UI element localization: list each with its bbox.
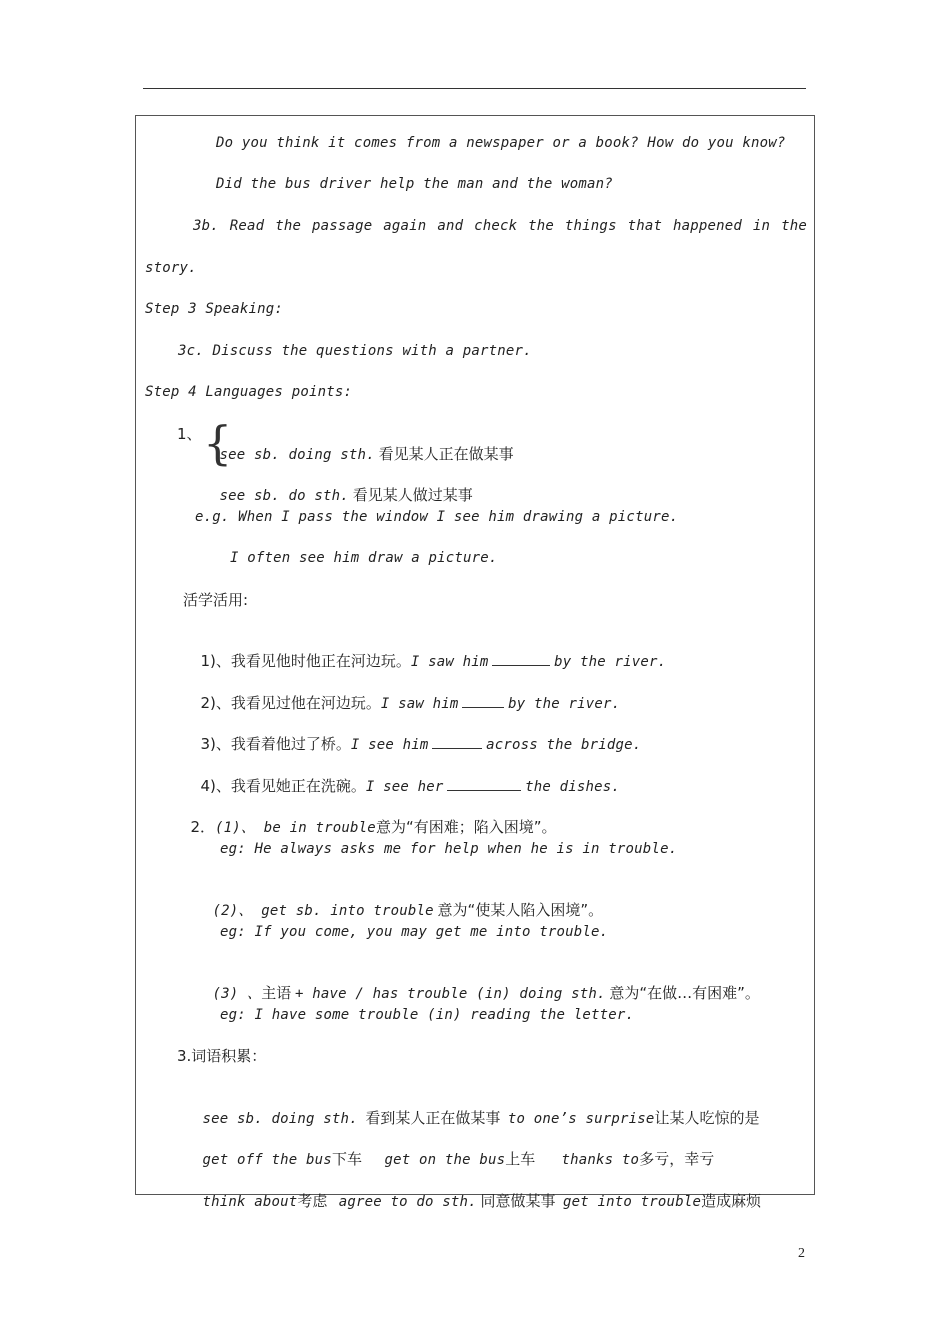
vocab-row-2: get off the bus下车 get on the bus上车 thanks to多亏，幸亏 <box>202 1150 715 1168</box>
point-1a: see sb. doing sth. 看见某人正在做某事 <box>219 445 514 463</box>
blank-2[interactable] <box>462 693 504 708</box>
point-2-3: (3) 、主语 + have / has trouble (in) doing sth. 意为“在做…有困难”。 <box>212 984 760 1002</box>
practice-title: 活学活用: <box>183 591 249 609</box>
point-1-number: 1、 <box>177 425 202 443</box>
blank-1[interactable] <box>492 651 550 666</box>
example-1: e.g. When I pass the window I see him drawing a picture. <box>195 509 679 525</box>
point-2-3-example: eg: I have some trouble (in) reading the letter. <box>220 1007 635 1023</box>
vocab-row-1: see sb. doing sth. 看到某人正在做某事 to one’s surprise让某人吃惊的是 <box>202 1109 760 1127</box>
exercise-4: 4)、我看见她正在洗碗。I see her the dishes. <box>200 777 620 795</box>
vocab-row-3: think about考虑 agree to do sth. 同意做某事 get into trouble造成麻烦 <box>202 1192 762 1210</box>
exercise-3: 3)、我看着他过了桥。I see him across the bridge. <box>200 735 642 753</box>
blank-3[interactable] <box>432 734 482 749</box>
example-2: I often see him draw a picture. <box>230 550 498 566</box>
task-3b-continued: story. <box>145 260 197 276</box>
exercise-2: 2)、我看见过他在河边玩。I saw him by the river. <box>200 694 621 712</box>
point-2-1-example: eg: He always asks me for help when he is in trouble. <box>220 841 678 857</box>
step-4-heading: Step 4 Languages points: <box>145 384 353 400</box>
header-rule <box>143 88 806 89</box>
blank-4[interactable] <box>447 776 521 791</box>
point-1b: see sb. do sth. 看见某人做过某事 <box>219 486 473 504</box>
task-3c: 3c. Discuss the questions with a partner. <box>178 343 532 359</box>
question-1: Do you think it comes from a newspaper or a book? How do you know? <box>216 135 786 151</box>
question-2: Did the bus driver help the man and the woman? <box>216 176 613 192</box>
point-2-2-example: eg: If you come, you may get me into trouble. <box>220 924 609 940</box>
point-3-title: 3.词语积累： <box>177 1047 267 1065</box>
task-3b: 3b. Read the passage again and check the things that happened in the <box>193 218 807 234</box>
step-3-heading: Step 3 Speaking: <box>145 301 284 317</box>
exercise-1: 1)、我看见他时他正在河边玩。I saw him by the river. <box>200 652 667 670</box>
page-number: 2 <box>798 1246 805 1261</box>
point-2-2: (2)、 get sb. into trouble 意为“使某人陷入困境”。 <box>212 901 604 919</box>
point-2-1: 2．(1)、 be in trouble意为“有困难；陷入困境”。 <box>190 818 557 836</box>
left-brace: { <box>203 416 233 470</box>
